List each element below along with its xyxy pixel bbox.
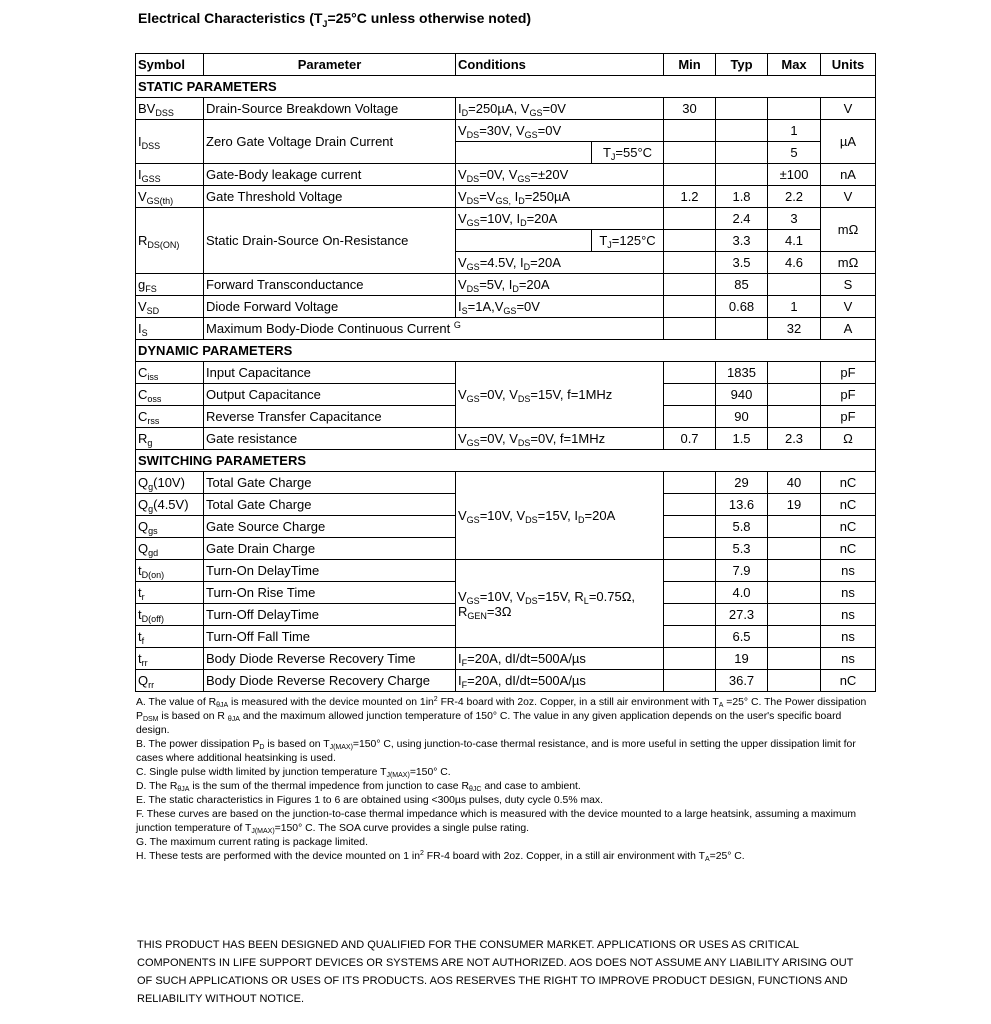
- min-cell: [664, 560, 716, 582]
- table-row: [136, 472, 876, 494]
- min-cell: [664, 472, 716, 494]
- units-cell: nA: [821, 164, 876, 186]
- symbol-cell: $I_S$: [136, 318, 204, 340]
- min-cell: [664, 252, 716, 274]
- max-cell: [768, 560, 821, 582]
- typ-cell: 0.68: [716, 296, 768, 318]
- max-cell: [768, 670, 821, 692]
- cond-cell: $V_{GS}=0V$, $V_{DS}=15V$, f=1MHz: [456, 362, 664, 428]
- cond-cell: $I_F=20A$, dI/dt=500A/µs: [456, 648, 664, 670]
- min-cell: [664, 670, 716, 692]
- symbol-cell: $t_{D(off)}$: [136, 604, 204, 626]
- cond-cell: $V_{DS}=0V$, $V_{GS}=\pm 20V$: [456, 164, 664, 186]
- section-dynamic: DYNAMIC PARAMETERS: [136, 340, 876, 362]
- min-cell: [664, 120, 716, 142]
- min-cell: [664, 230, 716, 252]
- max-cell: 4.1: [768, 230, 821, 252]
- units-cell: V: [821, 296, 876, 318]
- table-row: [136, 362, 876, 384]
- header-units: Units: [821, 54, 876, 76]
- typ-cell: [716, 164, 768, 186]
- units-cell: ns: [821, 604, 876, 626]
- symbol-cell: $C_{rss}$: [136, 406, 204, 428]
- typ-cell: 13.6: [716, 494, 768, 516]
- footnote-a: A. The value of $R_{\theta JA}$ is measured with the device mounted on $1in^2$ FR-4 board with 2oz. Copper, in a still air environment with $T_A =25^\circ$ C. The Power dissipation $P_{DSM}$ is based on R $_{\theta JA}$ and the maximum allowed junction temperature of 150° C. The value in any given application depends on the user's specific board design.: [136, 696, 867, 736]
- param-cell: Zero Gate Voltage Drain Current: [204, 120, 456, 164]
- min-cell: [664, 626, 716, 648]
- symbol-cell: $t_{D(on)}$: [136, 560, 204, 582]
- typ-cell: [716, 120, 768, 142]
- param-cell: Output Capacitance: [204, 384, 456, 406]
- symbol-cell: $Q_g(10V)$: [136, 472, 204, 494]
- max-cell: 1: [768, 296, 821, 318]
- electrical-characteristics-table: [135, 53, 876, 692]
- typ-cell: 29: [716, 472, 768, 494]
- symbol-cell: $t_r$: [136, 582, 204, 604]
- disclaimer-text: THIS PRODUCT HAS BEEN DESIGNED AND QUALIFIED FOR THE CONSUMER MARKET. APPLICATIONS OR USES AS CRITICAL COMPONENTS IN LIFE SUPPORT DEVICES OR SYSTEMS ARE NOT AUTHORIZED. AOS DOES NOT ASSUME ANY LIABILITY ARISING OUT OF SUCH APPLICATIONS OR USES OF ITS PRODUCTS. AOS RESERVES THE RIGHT TO IMPROVE PRODUCT DESIGN, FUNCTIONS AND RELIABILITY WITHOUT NOTICE.: [137, 939, 854, 1005]
- param-cell: Body Diode Reverse Recovery Time: [204, 648, 456, 670]
- units-cell: ns: [821, 626, 876, 648]
- units-cell: nC: [821, 670, 876, 692]
- min-cell: [664, 208, 716, 230]
- header-symbol: Symbol: [136, 54, 204, 76]
- min-cell: [664, 362, 716, 384]
- cond-cell: $V_{GS}=10V$, $V_{DS}=15V$, $I_D=20A$: [456, 472, 664, 560]
- max-cell: [768, 626, 821, 648]
- max-cell: [768, 406, 821, 428]
- footnote-d: D. The $R_{\theta JA}$ is the sum of the thermal impedence from junction to case $R_{\theta JC}$ and case to ambient.: [136, 781, 581, 793]
- cond-temp-cell: $T_J=125^\circ C$: [592, 230, 664, 252]
- cond-cell: $V_{GS}=10V$, $I_D=20A$: [456, 208, 664, 230]
- units-cell: V: [821, 186, 876, 208]
- typ-cell: [716, 142, 768, 164]
- param-cell: Gate-Body leakage current: [204, 164, 456, 186]
- min-cell: [664, 516, 716, 538]
- param-cell: Body Diode Reverse Recovery Charge: [204, 670, 456, 692]
- table-row: [136, 208, 876, 230]
- units-cell: Ω: [821, 428, 876, 450]
- symbol-cell: $R_{DS(ON)}$: [136, 208, 204, 274]
- param-cell: Diode Forward Voltage: [204, 296, 456, 318]
- cond-cell: $I_D=250\mu A$, $V_{GS}=0V$: [456, 98, 664, 120]
- max-cell: 3: [768, 208, 821, 230]
- header-row: [136, 54, 876, 76]
- symbol-cell: $Q_{gd}$: [136, 538, 204, 560]
- table-row: [136, 296, 876, 318]
- min-cell: [664, 142, 716, 164]
- header-parameter: Parameter: [204, 54, 456, 76]
- param-cell: Input Capacitance: [204, 362, 456, 384]
- typ-cell: 2.4: [716, 208, 768, 230]
- table-row: [136, 164, 876, 186]
- min-cell: [664, 384, 716, 406]
- min-cell: [664, 648, 716, 670]
- typ-cell: 5.8: [716, 516, 768, 538]
- symbol-cell: $t_{rr}$: [136, 648, 204, 670]
- table-row: [136, 648, 876, 670]
- min-cell: [664, 538, 716, 560]
- table-row: [136, 98, 876, 120]
- param-cell: Turn-On Rise Time: [204, 582, 456, 604]
- symbol-cell: $C_{iss}$: [136, 362, 204, 384]
- typ-cell: 19: [716, 648, 768, 670]
- max-cell: 32: [768, 318, 821, 340]
- header-typ: Typ: [716, 54, 768, 76]
- typ-cell: 7.9: [716, 560, 768, 582]
- max-cell: [768, 274, 821, 296]
- units-cell: µA: [821, 120, 876, 164]
- units-cell: mΩ: [821, 252, 876, 274]
- footnote-e: E. The static characteristics in Figures 1 to 6 are obtained using <300µs pulses, duty cycle 0.5% max.: [136, 795, 603, 806]
- footnote-b: B. The power dissipation $P_D$ is based on $T_{J(MAX)}=150^\circ$ C, using junction-to-case thermal resistance, and is more useful in setting the upper dissipation limit for cases where additional heatsinking is used.: [136, 739, 856, 764]
- cond-temp-cell: $T_J=55^\circ C$: [592, 142, 664, 164]
- cond-cell: $I_S=1A,V_{GS}=0V$: [456, 296, 664, 318]
- max-cell: ±100: [768, 164, 821, 186]
- table-row: [136, 120, 876, 142]
- typ-cell: [716, 98, 768, 120]
- max-cell: [768, 516, 821, 538]
- cond-cell: [456, 230, 592, 252]
- cond-cell: $V_{DS}=V_{GS,}$ $I_D=250\mu A$: [456, 186, 664, 208]
- min-cell: [664, 274, 716, 296]
- symbol-cell: $g_{FS}$: [136, 274, 204, 296]
- typ-cell: 90: [716, 406, 768, 428]
- symbol-cell: $BV_{DSS}$: [136, 98, 204, 120]
- max-cell: 2.3: [768, 428, 821, 450]
- min-cell: 0.7: [664, 428, 716, 450]
- units-cell: mΩ: [821, 208, 876, 252]
- symbol-cell: $I_{DSS}$: [136, 120, 204, 164]
- param-cell: Gate Source Charge: [204, 516, 456, 538]
- symbol-cell: $t_f$: [136, 626, 204, 648]
- param-cell: Turn-Off DelayTime: [204, 604, 456, 626]
- symbol-cell: $Q_g(4.5V)$: [136, 494, 204, 516]
- symbol-cell: $V_{SD}$: [136, 296, 204, 318]
- table-heading: Electrical Characteristics ($T_J=25^\circ C$ unless otherwise noted): [138, 10, 532, 29]
- units-cell: ns: [821, 582, 876, 604]
- units-cell: pF: [821, 362, 876, 384]
- max-cell: [768, 98, 821, 120]
- symbol-cell: $C_{oss}$: [136, 384, 204, 406]
- cond-cell: $V_{GS}=10V$, $V_{DS}=15V$, $R_L=0.75\Omega$, $R_{GEN}=3\Omega$: [456, 560, 664, 648]
- header-min: Min: [664, 54, 716, 76]
- units-cell: V: [821, 98, 876, 120]
- param-cell: Gate Drain Charge: [204, 538, 456, 560]
- footnote-h: H. These tests are performed with the device mounted on 1 $in^2$ FR-4 board with 2oz. Copper, in a still air environment with $T_A=25^\circ$ C.: [136, 850, 745, 863]
- min-cell: [664, 164, 716, 186]
- header-conditions: Conditions: [456, 54, 664, 76]
- typ-cell: 1835: [716, 362, 768, 384]
- min-cell: [664, 406, 716, 428]
- max-cell: 2.2: [768, 186, 821, 208]
- symbol-cell: $V_{GS(th)}$: [136, 186, 204, 208]
- cond-cell: [456, 142, 592, 164]
- typ-cell: 36.7: [716, 670, 768, 692]
- typ-cell: 1.5: [716, 428, 768, 450]
- param-cell: Reverse Transfer Capacitance: [204, 406, 456, 428]
- units-cell: A: [821, 318, 876, 340]
- max-cell: [768, 582, 821, 604]
- min-cell: [664, 604, 716, 626]
- param-cell: Static Drain-Source On-Resistance: [204, 208, 456, 274]
- header-max: Max: [768, 54, 821, 76]
- param-cell: Forward Transconductance: [204, 274, 456, 296]
- table-row: [136, 560, 876, 582]
- min-cell: [664, 494, 716, 516]
- typ-cell: 4.0: [716, 582, 768, 604]
- units-cell: ns: [821, 560, 876, 582]
- cond-cell: $V_{DS}=5V$, $I_D=20A$: [456, 274, 664, 296]
- section-static: STATIC PARAMETERS: [136, 76, 876, 98]
- max-cell: [768, 362, 821, 384]
- typ-cell: 85: [716, 274, 768, 296]
- max-cell: 40: [768, 472, 821, 494]
- cond-cell: $V_{GS}=4.5V$, $I_D=20A$: [456, 252, 664, 274]
- param-cell: Turn-On DelayTime: [204, 560, 456, 582]
- max-cell: 4.6: [768, 252, 821, 274]
- max-cell: [768, 384, 821, 406]
- max-cell: [768, 538, 821, 560]
- typ-cell: 1.8: [716, 186, 768, 208]
- min-cell: [664, 582, 716, 604]
- cond-cell: $I_F=20A$, dI/dt=500A/µs: [456, 670, 664, 692]
- footnote-f: F. These curves are based on the junction-to-case thermal impedance which is measured with the device mounted to a large heatsink, assuming a maximum junction temperature of $T_{J(MAX)}=150^\circ$ C. The SOA curve provides a single pulse rating.: [136, 809, 857, 835]
- symbol-cell: $I_{GSS}$: [136, 164, 204, 186]
- table-row: [136, 318, 876, 340]
- units-cell: S: [821, 274, 876, 296]
- table-row: [136, 428, 876, 450]
- param-cell: Gate resistance: [204, 428, 456, 450]
- typ-cell: 6.5: [716, 626, 768, 648]
- param-cell: Maximum Body-Diode Continuous Current $^G$: [204, 318, 664, 340]
- typ-cell: 27.3: [716, 604, 768, 626]
- max-cell: [768, 604, 821, 626]
- units-cell: ns: [821, 648, 876, 670]
- symbol-cell: $Q_{rr}$: [136, 670, 204, 692]
- max-cell: [768, 648, 821, 670]
- typ-cell: [716, 318, 768, 340]
- max-cell: 19: [768, 494, 821, 516]
- units-cell: nC: [821, 472, 876, 494]
- min-cell: [664, 318, 716, 340]
- section-switching: SWITCHING PARAMETERS: [136, 450, 876, 472]
- max-cell: 5: [768, 142, 821, 164]
- typ-cell: 3.3: [716, 230, 768, 252]
- min-cell: 30: [664, 98, 716, 120]
- typ-cell: 3.5: [716, 252, 768, 274]
- footnote-c: C. Single pulse width limited by junction temperature $T_{J(MAX)}=150^\circ$ C.: [136, 767, 451, 779]
- param-cell: Total Gate Charge: [204, 494, 456, 516]
- units-cell: nC: [821, 516, 876, 538]
- units-cell: nC: [821, 494, 876, 516]
- param-cell: Total Gate Charge: [204, 472, 456, 494]
- symbol-cell: $Q_{gs}$: [136, 516, 204, 538]
- min-cell: 1.2: [664, 186, 716, 208]
- max-cell: 1: [768, 120, 821, 142]
- units-cell: pF: [821, 406, 876, 428]
- cond-cell: $V_{GS}=0V$, $V_{DS}=0V$, f=1MHz: [456, 428, 664, 450]
- footnotes: [136, 696, 876, 864]
- units-cell: pF: [821, 384, 876, 406]
- param-cell: Drain-Source Breakdown Voltage: [204, 98, 456, 120]
- footnote-g: G. The maximum current rating is package limited.: [136, 837, 368, 848]
- table-row: [136, 186, 876, 208]
- table-row: [136, 670, 876, 692]
- table-row: [136, 274, 876, 296]
- cond-cell: $V_{DS}=30V$, $V_{GS}=0V$: [456, 120, 664, 142]
- param-cell: Gate Threshold Voltage: [204, 186, 456, 208]
- min-cell: [664, 296, 716, 318]
- typ-cell: 5.3: [716, 538, 768, 560]
- param-cell: Turn-Off Fall Time: [204, 626, 456, 648]
- symbol-cell: $R_g$: [136, 428, 204, 450]
- units-cell: nC: [821, 538, 876, 560]
- typ-cell: 940: [716, 384, 768, 406]
